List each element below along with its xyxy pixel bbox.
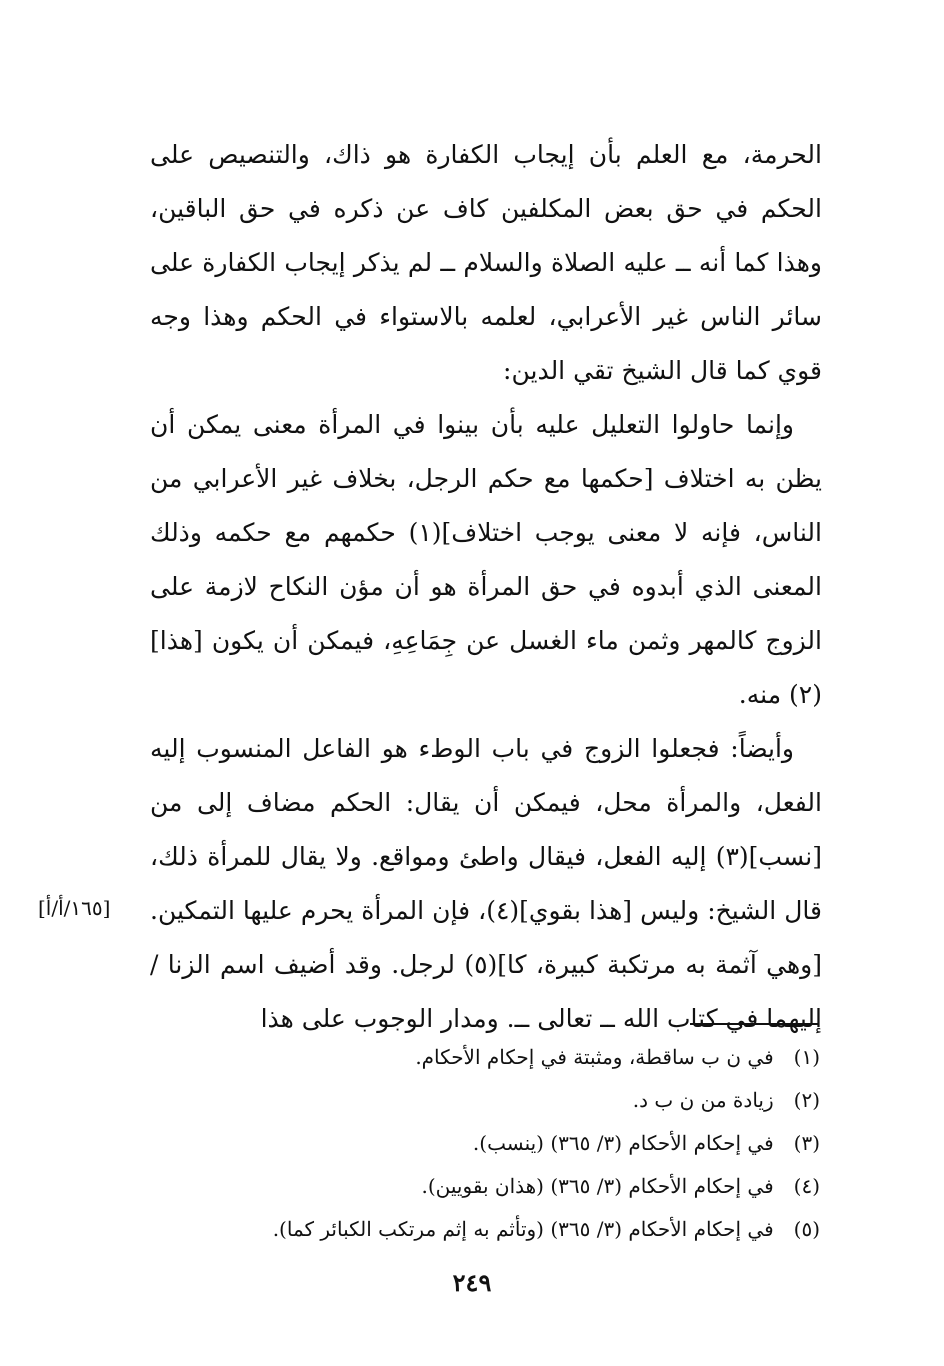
footnote-3 <box>150 1122 820 1165</box>
footnote-text: في إحكام الأحكام (٣/ ٣٦٥) (وتأثم به إثم مرتكب الكبائر كما). <box>272 1217 774 1241</box>
footnote-number: (٣) <box>793 1131 820 1155</box>
footnote-1 <box>150 1036 820 1079</box>
paragraph-2: وإنما حاولوا التعليل عليه بأن بينوا في المرأة معنى يمكن أن يظن به اختلاف [حكمها مع حكم الرجل، بخلاف غير الأعرابي من الناس، فإنه لا معنى يوجب اختلاف](١) حكمهم مع حكمه وذلك المعنى الذي أبدوه في حق المرأة هو أن مؤن النكاح لازمة على الزوج كالمهر وثمن ماء الغسل عن جِمَاعِهِ، فيمكن أن يكون [هذا](٢) منه. <box>150 410 822 709</box>
footnote-text: في إحكام الأحكام (٣/ ٣٦٥) (ينسب). <box>472 1131 774 1155</box>
footnote-separator <box>690 1023 818 1025</box>
paragraph-3: وأيضاً: فجعلوا الزوج في باب الوطء هو الفاعل المنسوب إليه الفعل، والمرأة محل، فيمكن أن يقال: الحكم مضاف إلى من [نسب](٣) إليه الفعل، فيقال واطئ ومواقع. ولا يقال للمرأة ذلك، قال الشيخ: وليس [هذا بقوي](٤)، فإن المرأة يحرم عليها التمكين. [وهي آثمة به مرتكبة كبيرة، كا](٥) لرجل. وقد أضيف اسم الزنا / إليهما في كتاب الله ــ تعالى ــ. ومدار الوجوب على هذا <box>150 734 823 1033</box>
footnote-number: (٥) <box>793 1217 820 1241</box>
footnote-text: في ن ب ساقطة، ومثبتة في إحكام الأحكام. <box>415 1045 774 1069</box>
footnotes <box>150 1036 820 1251</box>
footnote-text: في إحكام الأحكام (٣/ ٣٦٥) (هذان بقويين). <box>421 1174 774 1198</box>
footnote-4 <box>150 1165 820 1208</box>
paragraph-1: الحرمة، مع العلم بأن إيجاب الكفارة هو ذاك، والتنصيص على الحكم في حق بعض المكلفين كاف عن ذكره في حق الباقين، وهذا كما أنه ــ عليه الصلاة والسلام ــ لم يذكر إيجاب الكفارة على سائر الناس غير الأعرابي، لعلمه بالاستواء في الحكم وهذا وجه قوي كما قال الشيخ تقي الدين: <box>150 140 822 385</box>
footnote-number: (١) <box>793 1045 820 1069</box>
manuscript-folio-note: [١٦٥/أ/أ] <box>38 896 111 920</box>
footnote-number: (٤) <box>793 1174 820 1198</box>
footnote-text: زيادة من ن ب د. <box>632 1088 774 1112</box>
page-number: ٢٤٩ <box>452 1268 492 1297</box>
footnote-number: (٢) <box>793 1088 820 1112</box>
footnote-2 <box>150 1079 820 1122</box>
main-text <box>150 128 822 1046</box>
footnote-5 <box>150 1208 820 1251</box>
